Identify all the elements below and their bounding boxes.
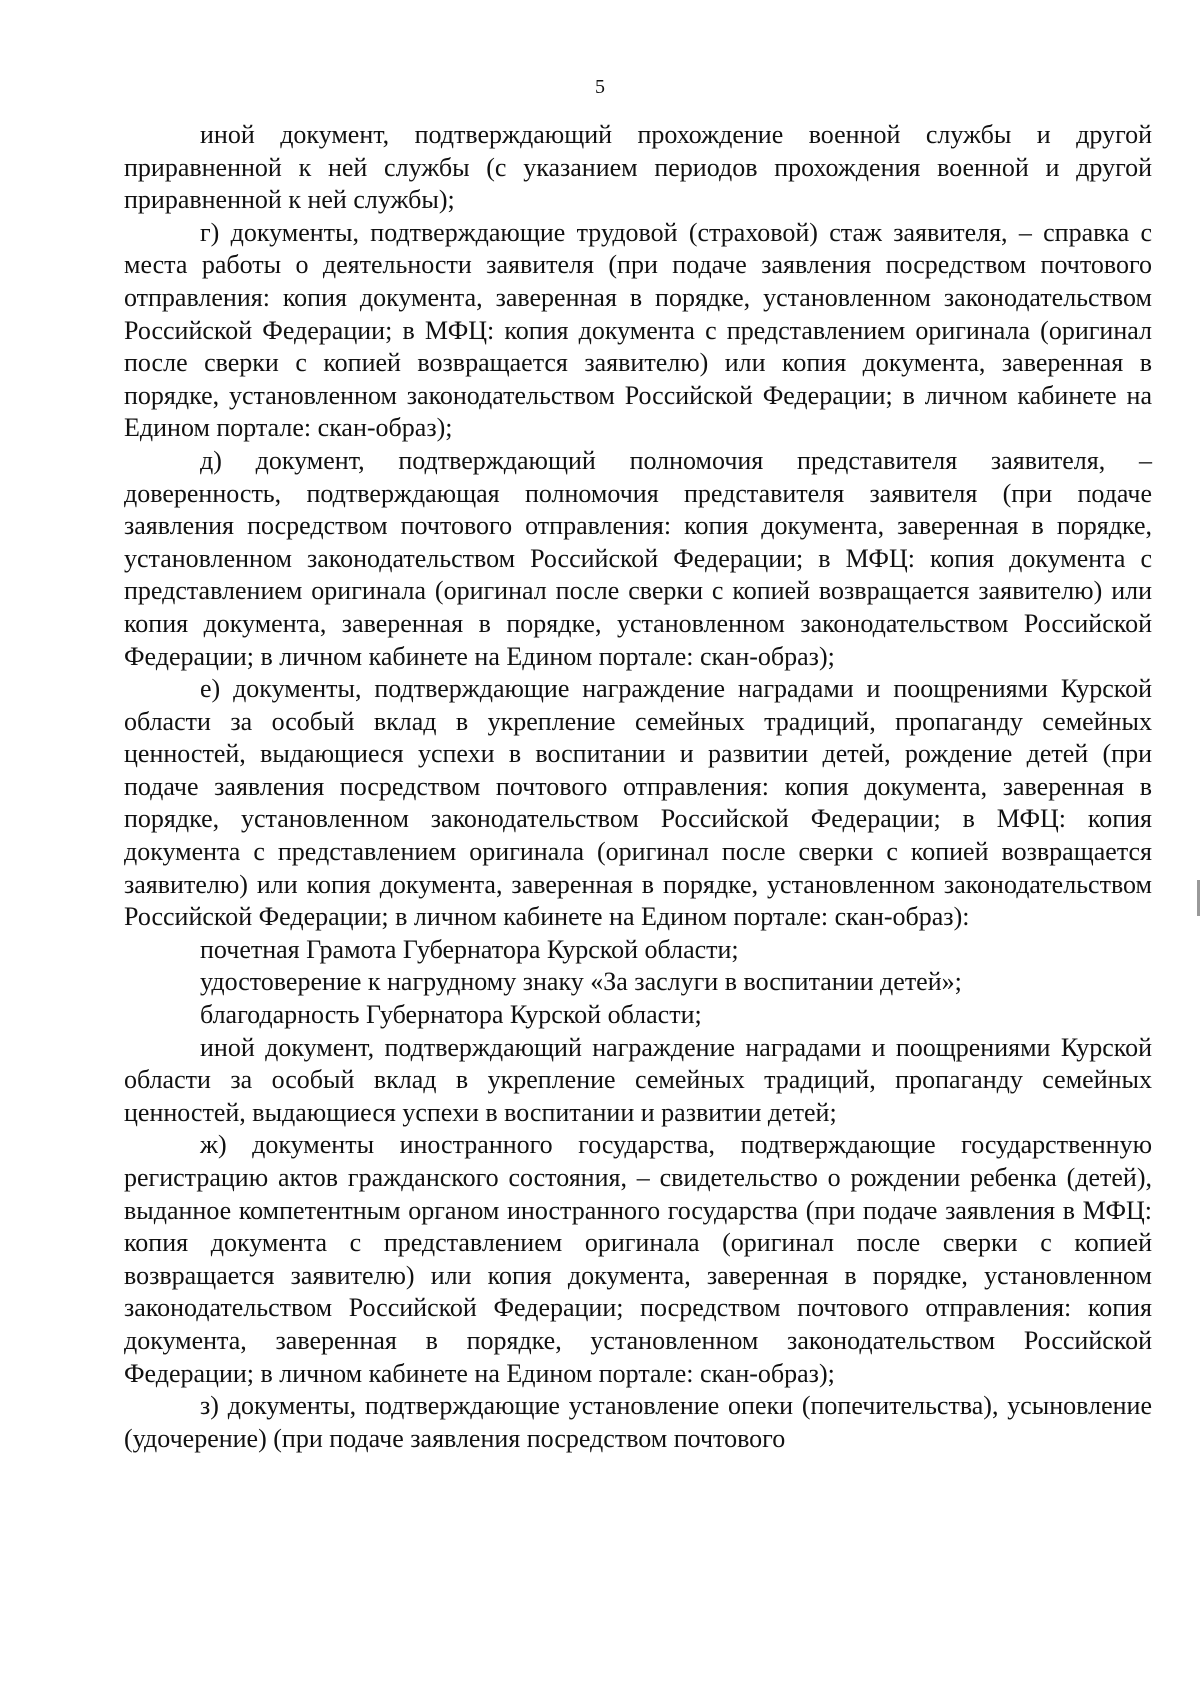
paragraph-military-service-document: иной документ, подтверждающий прохождение военной службы и другой приравненной к ней службы (с указанием периодов прохождения военной и другой приравненной к ней службы); [124,120,1152,215]
paragraph-other-award-document: иной документ, подтверждающий награждение наградами и поощрениями Курской области за особый вклад в укрепление семейных традиций, пропаганду семейных ценностей, выдающиеся успехи в воспитании и развитии детей; [124,1032,1152,1127]
list-item-governor-gratitude: благодарность Губернатора Курской области; [200,1000,702,1030]
paragraph-z-guardianship-adoption: з) документы, подтверждающие установление опеки (попечительства), усыновление (удочерение) (при подаче заявления посредством почтового [124,1391,1152,1453]
paragraph-e-awards-documents: е) документы, подтверждающие награждение наградами и поощрениями Курской области за особый вклад в укрепление семейных традиций, пропаганду семейных ценностей, выдающиеся успехи в воспитании и развитии детей, рождение детей (при подаче заявления посредством почтового отправления: копия документа, заверенная в порядке, установленном законодательством Российской Федерации; в МФЦ: копия документа с представлением оригинала (оригинал после сверки с копией возвращается заявителю) или копия документа, заверенная в порядке, установленном законодательством Российской Федерации; в личном кабинете на Едином портале: скан-образ): [124,674,1152,932]
paragraph-g-work-experience: г) документы, подтверждающие трудовой (страховой) стаж заявителя, – справка с места работы о деятельности заявителя (при подаче заявления посредством почтового отправления: копия документа, заверенная в порядке, установленном законодательством Российской Федерации; в МФЦ: копия документа с представлением оригинала (оригинал после сверки с копией возвращается заявителю) или копия документа, заверенная в порядке, установленном законодательством Российской Федерации; в личном кабинете на Едином портале: скан-образ); [124,217,1152,443]
list-item-governor-certificate: почетная Грамота Губернатора Курской области; [200,934,739,964]
paragraph-d-representative-authority: д) документ, подтверждающий полномочия представителя заявителя, – доверенность, подтверждающая полномочия представителя заявителя (при подаче заявления посредством почтового отправления: копия документа, заверенная в порядке, установленном законодательством Российской Федерации; в МФЦ: копия документа с представлением оригинала (оригинал после сверки с копией возвращается заявителю) или копия документа, заверенная в порядке, установленном законодательством Российской Федерации; в личном кабинете на Едином портале: скан-образ); [124,445,1152,671]
document-body [124,119,1152,1455]
list-item-badge-certificate: удостоверение к нагрудному знаку «За заслуги в воспитании детей»; [200,967,962,997]
paragraph-zh-foreign-documents: ж) документы иностранного государства, подтверждающие государственную регистрацию актов гражданского состояния, – свидетельство о рождении ребенка (детей), выданное компетентным органом иностранного государства (при подаче заявления в МФЦ: копия документа с представлением оригинала (оригинал после сверки с копией возвращается заявителю) или копия документа, заверенная в порядке, установленном законодательством Российской Федерации; посредством почтового отправления: копия документа, заверенная в порядке, установленном законодательством Российской Федерации; в личном кабинете на Едином портале: скан-образ); [124,1130,1152,1388]
page-number: 5 [595,76,605,98]
